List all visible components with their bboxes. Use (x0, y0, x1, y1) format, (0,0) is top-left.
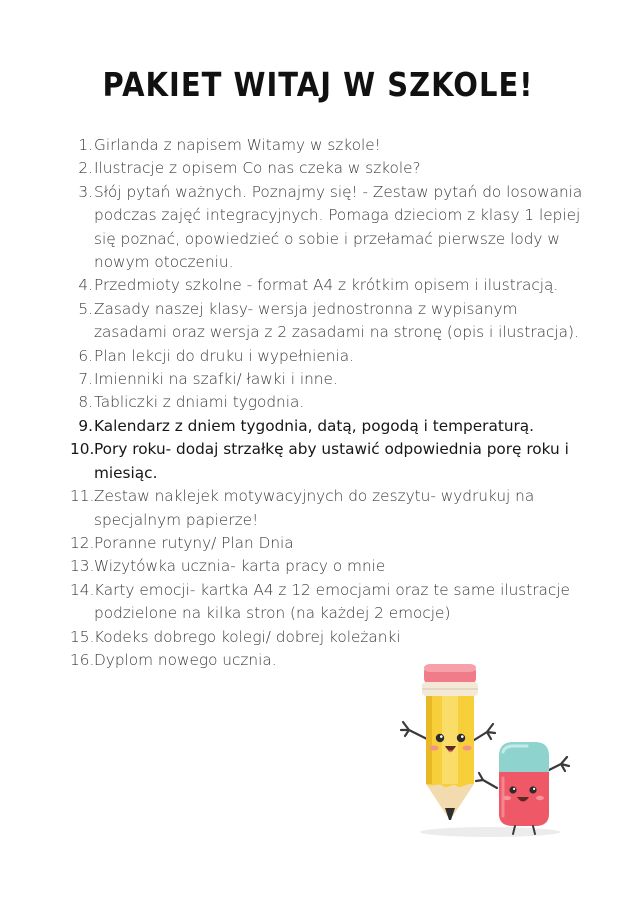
item-number: 15. (70, 627, 95, 646)
item-text: Ilustracje z opisem Co nas czeka w szkole? (94, 159, 421, 178)
item-number: 13. (70, 557, 95, 576)
item-text: Kodeks dobrego kolegi/ dobrej koleżanki (94, 627, 401, 646)
item-text: Przedmioty szkolne - format A4 z krótkim opisem i ilustracją. (94, 276, 559, 295)
item-number: 3. (78, 182, 93, 201)
item-text: Tabliczki z dniami tygodnia. (94, 393, 305, 412)
eraser-right-eye (529, 786, 536, 793)
item-text: Zasady naszej klasy- wersja jednostronna z wypisanym zasadami oraz wersja z 2 zasadami na stronę (opis i ilustracja). (94, 299, 579, 342)
pencil-right-arm (471, 724, 495, 742)
item-text: Słój pytań ważnych. Poznajmy się! - Zestaw pytań do losowania podczas zajęć integracyjnych. Pomaga dzieciom z klasy 1 lepiej się poznać, opowiedzieć o sobie i przełamać pierwsze lody w nowym otoczeniu. (94, 182, 583, 272)
item-text: Wizytówka ucznia- karta pracy o mnie (94, 557, 386, 576)
list-item (70, 391, 590, 414)
item-number: 14. (70, 580, 95, 599)
item-number: 9. (78, 416, 93, 435)
item-number: 8. (78, 393, 93, 412)
item-text: Plan lekcji do druku i wypełnienia. (94, 346, 354, 365)
pencil-eraser-mascots-illustration (395, 656, 585, 846)
item-number: 12. (70, 533, 95, 552)
pencil-right-cheek (463, 746, 472, 751)
list-item (70, 555, 590, 578)
item-text: Imienniki na szafki/ ławki i inne. (94, 370, 338, 389)
item-number: 4. (78, 276, 93, 295)
list-item (70, 181, 590, 275)
eraser-left-eye (509, 786, 516, 793)
item-number: 6. (78, 346, 93, 365)
ground-shadow (420, 827, 560, 837)
list-item (70, 345, 590, 368)
list-item (70, 626, 590, 649)
item-number: 5. (78, 299, 93, 318)
item-text: Girlanda z napisem Witamy w szkole! (94, 136, 381, 154)
list-item (70, 157, 590, 180)
item-text: Dyplom nowego ucznia. (94, 650, 277, 669)
list-item (70, 579, 590, 626)
list-item (70, 298, 590, 345)
item-text: Poranne rutyny/ Plan Dnia (94, 533, 294, 552)
pencil-left-eye (436, 734, 444, 742)
pencil-right-eye (457, 734, 465, 742)
list-item (70, 485, 590, 532)
item-number: 7. (78, 370, 93, 389)
list-item (70, 415, 590, 438)
package-contents-list (70, 134, 590, 672)
item-number: 10. (70, 440, 95, 459)
item-text: Zestaw naklejek motywacyjnych do zeszytu- wydrukuj na specjalnym papierze! (94, 487, 535, 529)
item-number: 1. (78, 136, 93, 154)
page-title: PAKIET WITAJ W SZKOLE! (102, 66, 534, 105)
eraser-left-arm (476, 773, 497, 788)
item-number: 16. (70, 650, 95, 669)
item-text: Karty emocji- kartka A4 z 12 emocjami oraz te same ilustracje podzielone na kilka stron (na każdej 2 emocje) (94, 580, 570, 623)
list-item (70, 438, 590, 485)
list-item (70, 368, 590, 391)
list-item (70, 532, 590, 555)
item-number: 11. (70, 487, 95, 506)
item-text: Pory roku- dodaj strzałkę aby ustawić odpowiednia porę roku i miesiąc. (94, 440, 569, 482)
pencil-left-cheek (430, 746, 439, 751)
list-item (70, 274, 590, 297)
pencil-left-arm (401, 722, 429, 740)
item-number: 2. (78, 159, 93, 178)
item-text: Kalendarz z dniem tygodnia, datą, pogodą i temperaturą. (94, 416, 535, 435)
list-item (70, 134, 590, 157)
